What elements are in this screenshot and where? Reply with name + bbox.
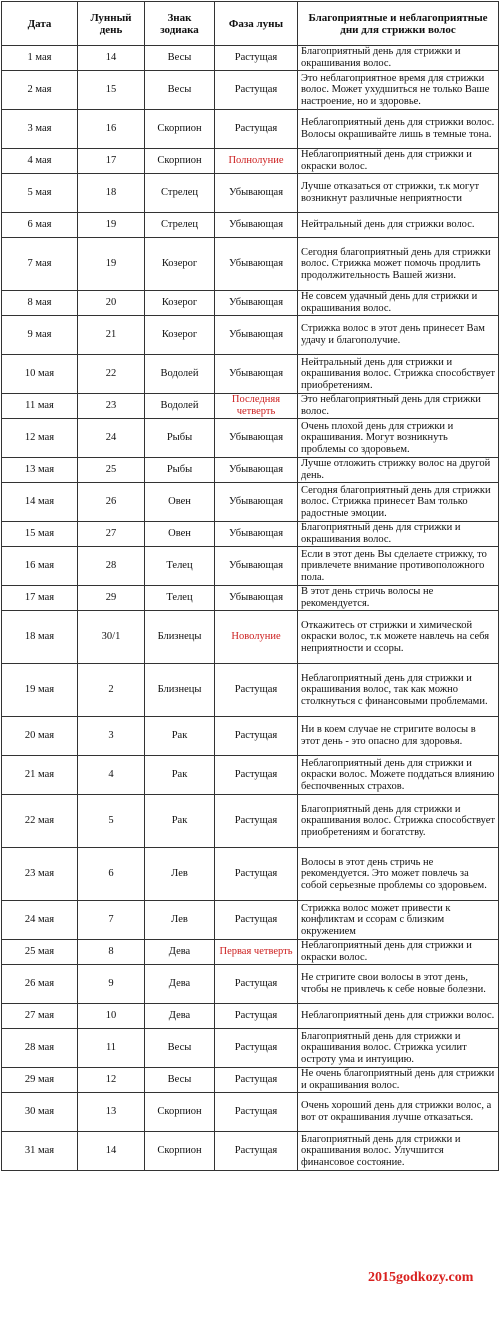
zodiac-sign-cell: Телец <box>145 586 215 611</box>
date-cell: 4 мая <box>2 149 78 174</box>
header-lunar-day: Лунный день <box>78 2 145 46</box>
zodiac-sign-cell: Скорпион <box>145 1093 215 1132</box>
description-cell: Благоприятный день для стрижки и окрашивания волос. Улучшится финансовое состояние. <box>298 1132 499 1171</box>
moon-phase-cell: Убывающая <box>215 213 298 238</box>
zodiac-sign-cell: Козерог <box>145 238 215 291</box>
zodiac-sign-cell: Лев <box>145 901 215 940</box>
moon-phase-cell: Убывающая <box>215 547 298 586</box>
header-date: Дата <box>2 2 78 46</box>
table-row <box>2 547 499 586</box>
zodiac-sign-cell: Козерог <box>145 316 215 355</box>
table-row <box>2 940 499 965</box>
moon-phase-cell: Убывающая <box>215 174 298 213</box>
moon-phase-cell: Растущая <box>215 1093 298 1132</box>
moon-phase-cell: Растущая <box>215 1004 298 1029</box>
lunar-day-cell: 11 <box>78 1029 145 1068</box>
lunar-day-cell: 28 <box>78 547 145 586</box>
watermark: 2015godkozy.com <box>368 1270 474 1285</box>
date-cell: 16 мая <box>2 547 78 586</box>
zodiac-sign-cell: Скорпион <box>145 110 215 149</box>
lunar-day-cell: 14 <box>78 46 145 71</box>
description-cell: Неблагоприятный день для стрижки волос. Волосы окрашивайте лишь в темные тона. <box>298 110 499 149</box>
lunar-day-cell: 30/1 <box>78 611 145 664</box>
description-cell: Не стригите свои волосы в этот день, чтобы не привлечь к себе новые болезни. <box>298 965 499 1004</box>
description-cell: Неблагоприятный день для стрижки волос. <box>298 1004 499 1029</box>
lunar-day-cell: 20 <box>78 291 145 316</box>
zodiac-sign-cell: Рак <box>145 717 215 756</box>
moon-phase-cell: Первая четверть <box>215 940 298 965</box>
date-cell: 23 мая <box>2 848 78 901</box>
zodiac-sign-cell: Водолей <box>145 394 215 419</box>
zodiac-sign-cell: Лев <box>145 848 215 901</box>
zodiac-sign-cell: Близнецы <box>145 664 215 717</box>
moon-phase-cell: Растущая <box>215 1132 298 1171</box>
table-row <box>2 756 499 795</box>
description-cell: Ни в коем случае не стригите волосы в этот день - это опасно для здоровья. <box>298 717 499 756</box>
zodiac-sign-cell: Весы <box>145 46 215 71</box>
table-row <box>2 355 499 394</box>
description-cell: Неблагоприятный день для стрижки и окрашивания волос, так как можно столкнуться с финансовыми проблемами. <box>298 664 499 717</box>
table-body <box>2 46 499 1171</box>
description-cell: Не очень благоприятный день для стрижки и окрашивания волос. <box>298 1068 499 1093</box>
moon-phase-cell: Убывающая <box>215 586 298 611</box>
moon-phase-cell: Последняя четверть <box>215 394 298 419</box>
date-cell: 14 мая <box>2 483 78 522</box>
description-cell: Благоприятный день для стрижки и окрашивания волос. <box>298 46 499 71</box>
description-cell: Лучше отказаться от стрижки, т.к могут возникнут различные неприятности <box>298 174 499 213</box>
moon-phase-cell: Растущая <box>215 848 298 901</box>
zodiac-sign-cell: Дева <box>145 965 215 1004</box>
moon-phase-cell: Убывающая <box>215 483 298 522</box>
date-cell: 12 мая <box>2 419 78 458</box>
description-cell: Очень плохой день для стрижки и окрашивания. Могут возникнуть проблемы со здоровьем. <box>298 419 499 458</box>
lunar-day-cell: 8 <box>78 940 145 965</box>
date-cell: 6 мая <box>2 213 78 238</box>
moon-phase-cell: Убывающая <box>215 291 298 316</box>
table-row <box>2 110 499 149</box>
date-cell: 21 мая <box>2 756 78 795</box>
zodiac-sign-cell: Овен <box>145 522 215 547</box>
description-cell: Стрижка волос в этот день принесет Вам удачу и благополучие. <box>298 316 499 355</box>
date-cell: 28 мая <box>2 1029 78 1068</box>
description-cell: В этот день стричь волосы не рекомендуется. <box>298 586 499 611</box>
date-cell: 31 мая <box>2 1132 78 1171</box>
lunar-day-cell: 23 <box>78 394 145 419</box>
zodiac-sign-cell: Дева <box>145 940 215 965</box>
moon-phase-cell: Полнолуние <box>215 149 298 174</box>
table-row <box>2 1004 499 1029</box>
zodiac-sign-cell: Рак <box>145 756 215 795</box>
description-cell: Нейтральный день для стрижки волос. <box>298 213 499 238</box>
date-cell: 26 мая <box>2 965 78 1004</box>
moon-phase-cell: Убывающая <box>215 522 298 547</box>
table-row <box>2 717 499 756</box>
description-cell: Откажитесь от стрижки и химической окраски волос, т.к можете навлечь на себя неприятности и ссоры. <box>298 611 499 664</box>
table-row <box>2 1093 499 1132</box>
moon-phase-cell: Убывающая <box>215 238 298 291</box>
date-cell: 25 мая <box>2 940 78 965</box>
moon-phase-cell: Растущая <box>215 664 298 717</box>
description-cell: Не совсем удачный день для стрижки и окрашивания волос. <box>298 291 499 316</box>
zodiac-sign-cell: Стрелец <box>145 174 215 213</box>
moon-phase-cell: Растущая <box>215 46 298 71</box>
zodiac-sign-cell: Стрелец <box>145 213 215 238</box>
lunar-day-cell: 12 <box>78 1068 145 1093</box>
moon-phase-cell: Растущая <box>215 1029 298 1068</box>
description-cell: Очень хороший день для стрижки волос, а вот от окрашивания лучше отказаться. <box>298 1093 499 1132</box>
moon-phase-cell: Растущая <box>215 901 298 940</box>
lunar-day-cell: 10 <box>78 1004 145 1029</box>
date-cell: 29 мая <box>2 1068 78 1093</box>
lunar-day-cell: 16 <box>78 110 145 149</box>
header-zodiac-sign: Знак зодиака <box>145 2 215 46</box>
zodiac-sign-cell: Рак <box>145 795 215 848</box>
date-cell: 27 мая <box>2 1004 78 1029</box>
table-row <box>2 149 499 174</box>
description-cell: Нейтральный день для стрижки и окрашивания волос. Стрижка способствует приобретениям. <box>298 355 499 394</box>
lunar-day-cell: 29 <box>78 586 145 611</box>
moon-phase-cell: Растущая <box>215 1068 298 1093</box>
table-row <box>2 458 499 483</box>
table-row <box>2 394 499 419</box>
description-cell: Это неблагоприятное время для стрижки волос. Может ухудшиться не только Ваше настроение, но и здоровье. <box>298 71 499 110</box>
table-row <box>2 174 499 213</box>
lunar-day-cell: 2 <box>78 664 145 717</box>
table-row <box>2 316 499 355</box>
lunar-day-cell: 17 <box>78 149 145 174</box>
date-cell: 9 мая <box>2 316 78 355</box>
date-cell: 5 мая <box>2 174 78 213</box>
lunar-day-cell: 15 <box>78 71 145 110</box>
lunar-day-cell: 22 <box>78 355 145 394</box>
zodiac-sign-cell: Скорпион <box>145 149 215 174</box>
lunar-day-cell: 14 <box>78 1132 145 1171</box>
moon-phase-cell: Растущая <box>215 795 298 848</box>
table-row <box>2 522 499 547</box>
table-row <box>2 1029 499 1068</box>
moon-phase-cell: Растущая <box>215 110 298 149</box>
zodiac-sign-cell: Водолей <box>145 355 215 394</box>
zodiac-sign-cell: Весы <box>145 1029 215 1068</box>
lunar-day-cell: 4 <box>78 756 145 795</box>
zodiac-sign-cell: Весы <box>145 1068 215 1093</box>
date-cell: 7 мая <box>2 238 78 291</box>
lunar-day-cell: 24 <box>78 419 145 458</box>
table-row <box>2 483 499 522</box>
description-cell: Сегодня благоприятный день для стрижки волос. Стрижка может помочь продлить продолжительность Вашей жизни. <box>298 238 499 291</box>
lunar-day-cell: 7 <box>78 901 145 940</box>
date-cell: 11 мая <box>2 394 78 419</box>
lunar-day-cell: 13 <box>78 1093 145 1132</box>
zodiac-sign-cell: Близнецы <box>145 611 215 664</box>
moon-phase-cell: Растущая <box>215 756 298 795</box>
moon-phase-cell: Новолуние <box>215 611 298 664</box>
table-row <box>2 71 499 110</box>
table-row <box>2 46 499 71</box>
date-cell: 8 мая <box>2 291 78 316</box>
lunar-day-cell: 3 <box>78 717 145 756</box>
description-cell: Если в этот день Вы сделаете стрижку, то привлечете внимание противоположного пола. <box>298 547 499 586</box>
moon-phase-cell: Растущая <box>215 717 298 756</box>
table-row <box>2 1132 499 1171</box>
date-cell: 13 мая <box>2 458 78 483</box>
description-cell: Неблагоприятный день для стрижки и окраски волос. <box>298 940 499 965</box>
description-cell: Лучше отложить стрижку волос на другой день. <box>298 458 499 483</box>
table-row <box>2 586 499 611</box>
date-cell: 17 мая <box>2 586 78 611</box>
description-cell: Сегодня благоприятный день для стрижки волос. Стрижка принесет Вам только радостные эмоции. <box>298 483 499 522</box>
table-row <box>2 291 499 316</box>
moon-phase-cell: Убывающая <box>215 419 298 458</box>
header-row <box>2 2 499 46</box>
date-cell: 20 мая <box>2 717 78 756</box>
description-cell: Стрижка волос может привести к конфликтам и ссорам с близким окружением <box>298 901 499 940</box>
table-row <box>2 848 499 901</box>
description-cell: Неблагоприятный день для стрижки и окраски волос. Можете поддаться влиянию беспочвенных страхов. <box>298 756 499 795</box>
date-cell: 30 мая <box>2 1093 78 1132</box>
description-cell: Волосы в этот день стричь не рекомендуется. Это может повлечь за собой серьезные проблемы со здоровьем. <box>298 848 499 901</box>
date-cell: 3 мая <box>2 110 78 149</box>
date-cell: 19 мая <box>2 664 78 717</box>
zodiac-sign-cell: Весы <box>145 71 215 110</box>
table-row <box>2 795 499 848</box>
lunar-day-cell: 6 <box>78 848 145 901</box>
date-cell: 2 мая <box>2 71 78 110</box>
table-row <box>2 238 499 291</box>
zodiac-sign-cell: Скорпион <box>145 1132 215 1171</box>
lunar-day-cell: 21 <box>78 316 145 355</box>
moon-phase-cell: Растущая <box>215 965 298 1004</box>
table-row <box>2 664 499 717</box>
table-row <box>2 1068 499 1093</box>
description-cell: Благоприятный день для стрижки и окрашивания волос. Стрижка способствует приобретениям и богатству. <box>298 795 499 848</box>
lunar-day-cell: 25 <box>78 458 145 483</box>
table-row <box>2 901 499 940</box>
zodiac-sign-cell: Рыбы <box>145 458 215 483</box>
lunar-day-cell: 19 <box>78 213 145 238</box>
date-cell: 22 мая <box>2 795 78 848</box>
lunar-day-cell: 26 <box>78 483 145 522</box>
moon-phase-cell: Растущая <box>215 71 298 110</box>
description-cell: Это неблагоприятный день для стрижки волос. <box>298 394 499 419</box>
zodiac-sign-cell: Овен <box>145 483 215 522</box>
lunar-day-cell: 9 <box>78 965 145 1004</box>
date-cell: 10 мая <box>2 355 78 394</box>
description-cell: Благоприятный день для стрижки и окрашивания волос. <box>298 522 499 547</box>
moon-phase-cell: Убывающая <box>215 458 298 483</box>
zodiac-sign-cell: Козерог <box>145 291 215 316</box>
moon-phase-cell: Убывающая <box>215 316 298 355</box>
moon-phase-cell: Убывающая <box>215 355 298 394</box>
table-row <box>2 213 499 238</box>
lunar-day-cell: 5 <box>78 795 145 848</box>
lunar-day-cell: 19 <box>78 238 145 291</box>
table-row <box>2 419 499 458</box>
lunar-haircut-table <box>1 1 499 1171</box>
table-row <box>2 611 499 664</box>
zodiac-sign-cell: Телец <box>145 547 215 586</box>
header-description: Благоприятные и неблагоприятные дни для стрижки волос <box>298 2 499 46</box>
date-cell: 1 мая <box>2 46 78 71</box>
date-cell: 15 мая <box>2 522 78 547</box>
lunar-day-cell: 27 <box>78 522 145 547</box>
zodiac-sign-cell: Рыбы <box>145 419 215 458</box>
header-moon-phase: Фаза луны <box>215 2 298 46</box>
description-cell: Неблагоприятный день для стрижки и окраски волос. <box>298 149 499 174</box>
lunar-day-cell: 18 <box>78 174 145 213</box>
description-cell: Благоприятный день для стрижки и окрашивания волос. Стрижка усилит остроту ума и интуицию. <box>298 1029 499 1068</box>
table-row <box>2 965 499 1004</box>
date-cell: 24 мая <box>2 901 78 940</box>
zodiac-sign-cell: Дева <box>145 1004 215 1029</box>
date-cell: 18 мая <box>2 611 78 664</box>
